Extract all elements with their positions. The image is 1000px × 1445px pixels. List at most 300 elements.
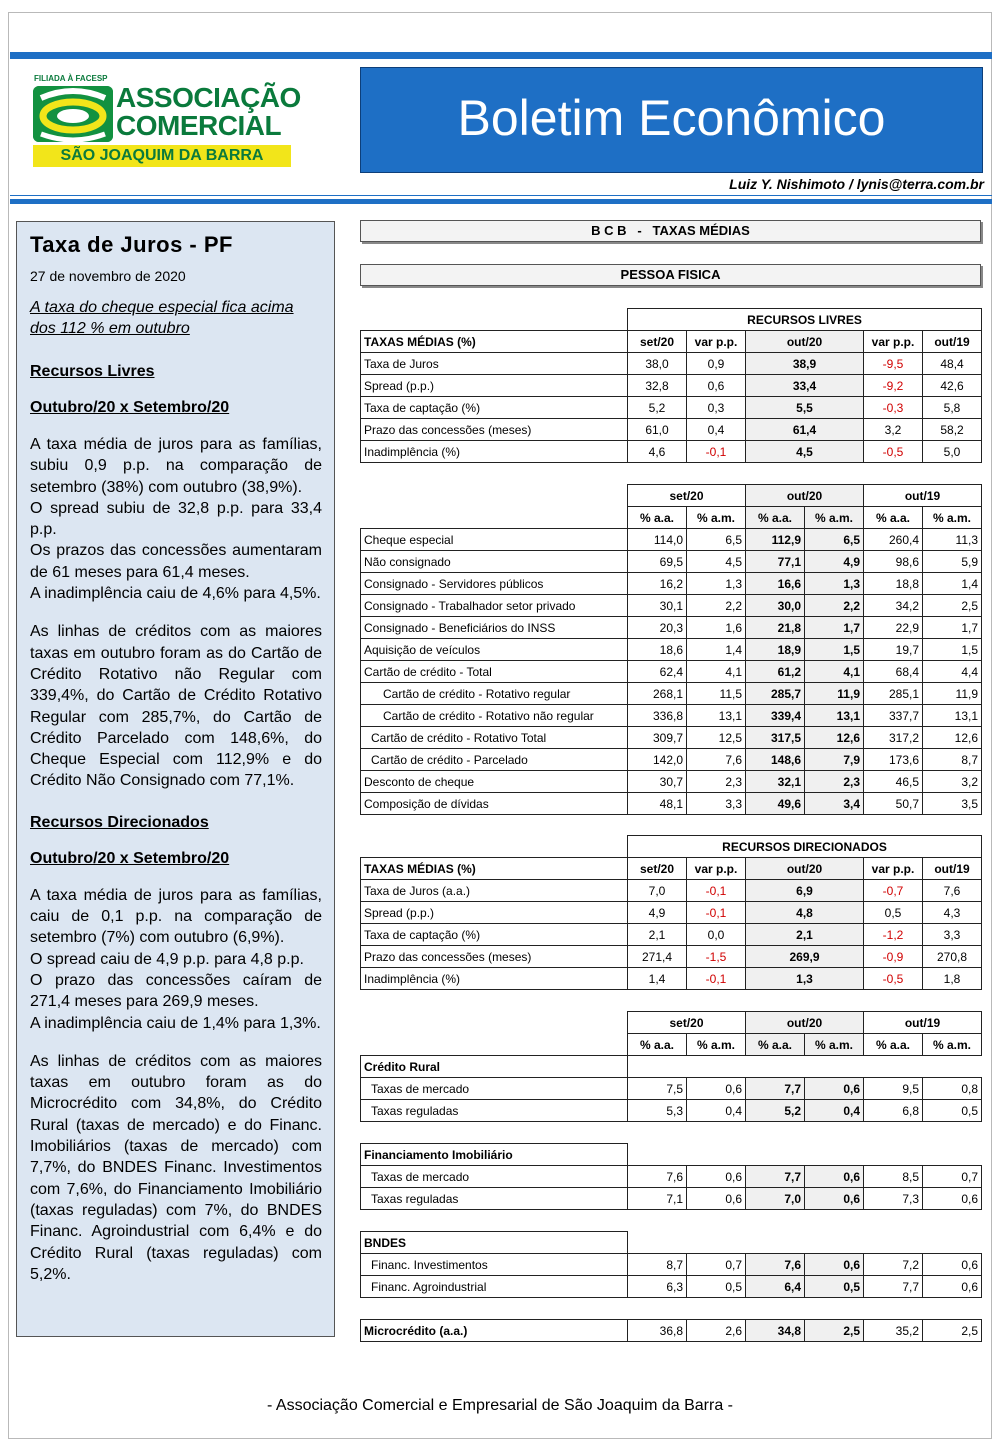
value-cell: 0,5: [687, 1276, 746, 1298]
value-cell: 69,5: [628, 551, 687, 573]
value-cell: 0,6: [687, 1188, 746, 1210]
spacer-cell: [805, 1144, 864, 1166]
value-cell: 7,0: [746, 1188, 805, 1210]
value-cell: -0,3: [864, 397, 923, 419]
value-cell: 13,1: [923, 705, 982, 727]
paragraph: A taxa média de juros para as famílias, subiu 0,9 p.p. na comparação de setembro (38%) com outubro (38,9%).: [30, 436, 322, 496]
period-heading-direcionados: Outubro/20 x Setembro/20: [30, 849, 230, 867]
value-cell: 11,9: [923, 683, 982, 705]
value-cell: 1,5: [923, 639, 982, 661]
spacer-cell: [746, 1144, 805, 1166]
value-cell: 0,6: [923, 1188, 982, 1210]
value-cell: 2,2: [687, 595, 746, 617]
value-cell: 7,7: [746, 1166, 805, 1188]
value-cell: 3,3: [687, 793, 746, 815]
value-cell: 61,0: [628, 419, 687, 441]
row-label: Financ. Agroindustrial: [361, 1276, 628, 1298]
row-label: Inadimplência (%): [361, 441, 628, 463]
column-header: TAXAS MÉDIAS (%): [361, 858, 628, 880]
value-cell: -1,2: [864, 924, 923, 946]
table-row: [361, 771, 982, 793]
table-row: [361, 1320, 982, 1342]
paragraph: A taxa média de juros para as famílias, caiu de 0,1 p.p. na comparação de setembro (7%) com outubro (6,9%).: [30, 886, 322, 947]
row-label: Taxas de mercado: [361, 1166, 628, 1188]
period-header: set/20: [628, 485, 746, 507]
value-cell: 0,6: [805, 1188, 864, 1210]
value-cell: 48,1: [628, 793, 687, 815]
value-cell: 16,2: [628, 573, 687, 595]
value-cell: 35,2: [864, 1320, 923, 1342]
value-cell: 34,2: [864, 595, 923, 617]
value-cell: 0,3: [687, 397, 746, 419]
unit-header: % a.m.: [805, 507, 864, 529]
table-row: [361, 375, 982, 397]
bulletin-title: Boletim Econômico: [360, 67, 983, 173]
value-cell: 337,7: [864, 705, 923, 727]
value-cell: 7,5: [628, 1078, 687, 1100]
value-cell: 7,6: [628, 1166, 687, 1188]
spacer-cell: [361, 1298, 982, 1320]
unit-header: % a.a.: [864, 1034, 923, 1056]
logo-tagline: FILIADA À FACESP: [34, 74, 108, 83]
value-cell: 173,6: [864, 749, 923, 771]
unit-header: % a.a.: [864, 507, 923, 529]
directed-resources-summary-table: [360, 835, 982, 990]
value-cell: 7,6: [746, 1254, 805, 1276]
value-cell: 7,1: [628, 1188, 687, 1210]
value-cell: 0,7: [923, 1166, 982, 1188]
value-cell: 0,6: [805, 1254, 864, 1276]
row-label: Consignado - Beneficiários do INSS: [361, 617, 628, 639]
header-row: [361, 858, 982, 880]
value-cell: 268,1: [628, 683, 687, 705]
value-cell: 7,9: [805, 749, 864, 771]
paragraph: O spread caiu de 4,9 p.p. para 4,8 p.p.: [30, 950, 304, 968]
value-cell: 0,5: [923, 1100, 982, 1122]
value-cell: -0,1: [687, 441, 746, 463]
value-cell: 8,5: [864, 1166, 923, 1188]
table-row: [361, 639, 982, 661]
value-cell: -0,9: [864, 946, 923, 968]
value-cell: 2,3: [805, 771, 864, 793]
value-cell: 0,9: [687, 353, 746, 375]
value-cell: 148,6: [746, 749, 805, 771]
value-cell: 7,2: [864, 1254, 923, 1276]
summary-sidebar: [16, 221, 335, 1337]
column-header: out/19: [923, 858, 982, 880]
value-cell: 30,7: [628, 771, 687, 793]
value-cell: 1,7: [923, 617, 982, 639]
section-title: Financiamento Imobiliário: [361, 1144, 628, 1166]
spacer-row: [361, 1122, 982, 1144]
value-cell: 7,6: [923, 880, 982, 902]
value-cell: 1,4: [687, 639, 746, 661]
value-cell: 7,0: [628, 880, 687, 902]
value-cell: 1,4: [628, 968, 687, 990]
period-header-row: [361, 485, 982, 507]
paragraph: As linhas de créditos com as maiores taxas em outubro foram as do Microcrédito com 34,8%, do Crédito Rural (taxas de mercado) e do Financ. Imobiliários (taxas de mercado) com 7,7%, do BNDES Financ. Investimentos com 7,6%, do Financiamento Imobiliário (taxas reguladas) com 7%, do BNDES Financ. Agroindustrial com 6,4% e do Crédito Rural (taxas reguladas) com 5,2%.: [30, 1052, 322, 1283]
column-header: set/20: [628, 858, 687, 880]
period-header: out/20: [746, 1012, 864, 1034]
value-cell: 3,2: [864, 419, 923, 441]
row-label: Taxas reguladas: [361, 1100, 628, 1122]
section-heading-direcionados: Recursos Direcionados: [30, 813, 209, 831]
value-cell: 2,5: [923, 1320, 982, 1342]
value-cell: 32,1: [746, 771, 805, 793]
spacer-cell: [805, 1232, 864, 1254]
row-label: Composição de dívidas: [361, 793, 628, 815]
value-cell: 5,0: [923, 441, 982, 463]
value-cell: 0,6: [687, 1078, 746, 1100]
table-row: [361, 1188, 982, 1210]
paragraph: Os prazos das concessões aumentaram de 61 meses para 61,4 meses.: [30, 542, 322, 581]
value-cell: 1,5: [805, 639, 864, 661]
value-cell: 5,5: [746, 397, 864, 419]
value-cell: 1,3: [687, 573, 746, 595]
row-label: Cartão de crédito - Parcelado: [361, 749, 628, 771]
value-cell: 32,8: [628, 375, 687, 397]
value-cell: 11,3: [923, 529, 982, 551]
value-cell: 6,5: [805, 529, 864, 551]
value-cell: 0,4: [687, 419, 746, 441]
value-cell: 142,0: [628, 749, 687, 771]
value-cell: 0,5: [805, 1276, 864, 1298]
spacer-cell: [746, 1232, 805, 1254]
row-label: Microcrédito (a.a.): [361, 1320, 628, 1342]
unit-header: % a.m.: [923, 1034, 982, 1056]
value-cell: 285,7: [746, 683, 805, 705]
section-title: Crédito Rural: [361, 1056, 628, 1078]
value-cell: -9,5: [864, 353, 923, 375]
value-cell: 61,2: [746, 661, 805, 683]
value-cell: -0,7: [864, 880, 923, 902]
value-cell: 0,6: [687, 375, 746, 397]
value-cell: 4,8: [746, 902, 864, 924]
value-cell: 2,5: [805, 1320, 864, 1342]
spacer-cell: [628, 1144, 687, 1166]
value-cell: 112,9: [746, 529, 805, 551]
table-row: [361, 573, 982, 595]
sidebar-title: Taxa de Juros - PF: [30, 232, 233, 257]
spacer-cell: [864, 1144, 923, 1166]
spacer-cell: [361, 1210, 982, 1232]
table-row: [361, 1276, 982, 1298]
row-label: Taxa de captação (%): [361, 924, 628, 946]
table-row: [361, 595, 982, 617]
section-title-row: [361, 1232, 982, 1254]
table-row: [361, 968, 982, 990]
column-header: TAXAS MÉDIAS (%): [361, 331, 628, 353]
row-label: Cartão de crédito - Rotativo não regular: [361, 705, 628, 727]
value-cell: 317,5: [746, 727, 805, 749]
value-cell: 6,9: [746, 880, 864, 902]
spacer-cell: [805, 1056, 864, 1078]
value-cell: 1,3: [746, 968, 864, 990]
logo-emblem-icon: [33, 86, 113, 142]
value-cell: 260,4: [864, 529, 923, 551]
logo-city: SÃO JOAQUIM DA BARRA: [33, 145, 291, 167]
table-row: [361, 880, 982, 902]
value-cell: 12,6: [923, 727, 982, 749]
spacer-cell: [687, 1144, 746, 1166]
value-cell: 77,1: [746, 551, 805, 573]
value-cell: 34,8: [746, 1320, 805, 1342]
value-cell: 0,6: [687, 1166, 746, 1188]
association-logo: [30, 74, 301, 170]
value-cell: 11,9: [805, 683, 864, 705]
column-header: var p.p.: [864, 331, 923, 353]
free-resources-lines-table: [360, 484, 982, 815]
table-row: [361, 902, 982, 924]
row-label: Taxa de Juros (a.a.): [361, 880, 628, 902]
value-cell: 9,5: [864, 1078, 923, 1100]
row-label: Prazo das concessões (meses): [361, 946, 628, 968]
footer-credit: - Associação Comercial e Empresarial de São Joaquim da Barra -: [267, 1397, 733, 1414]
value-cell: 1,8: [923, 968, 982, 990]
period-header: out/19: [864, 1012, 982, 1034]
value-cell: -0,1: [687, 880, 746, 902]
row-label: Aquisição de veículos: [361, 639, 628, 661]
value-cell: 62,4: [628, 661, 687, 683]
row-label: Cartão de crédito - Total: [361, 661, 628, 683]
value-cell: 68,4: [864, 661, 923, 683]
table-row: [361, 419, 982, 441]
column-header: out/20: [746, 858, 864, 880]
value-cell: 18,8: [864, 573, 923, 595]
row-label: Desconto de cheque: [361, 771, 628, 793]
table-row: [361, 1254, 982, 1276]
value-cell: 5,2: [628, 397, 687, 419]
column-header: set/20: [628, 331, 687, 353]
value-cell: 19,7: [864, 639, 923, 661]
value-cell: 13,1: [687, 705, 746, 727]
spacer-cell: [687, 1232, 746, 1254]
spacer-cell: [923, 1056, 982, 1078]
unit-header: % a.m.: [805, 1034, 864, 1056]
spacer-cell: [923, 1144, 982, 1166]
row-label: Cheque especial: [361, 529, 628, 551]
row-label: Taxas de mercado: [361, 1078, 628, 1100]
value-cell: 5,8: [923, 397, 982, 419]
value-cell: 7,7: [746, 1078, 805, 1100]
value-cell: 0,6: [805, 1166, 864, 1188]
value-cell: 270,8: [923, 946, 982, 968]
table-row: [361, 1166, 982, 1188]
section-title-row: [361, 1056, 982, 1078]
spacer-cell: [864, 1056, 923, 1078]
spacer-cell: [361, 1012, 628, 1034]
value-cell: -0,1: [687, 968, 746, 990]
spacer-cell: [864, 1232, 923, 1254]
value-cell: 3,2: [923, 771, 982, 793]
paragraph: O spread subiu de 32,8 p.p. para 33,4 p.p.: [30, 499, 322, 539]
table-row: [361, 617, 982, 639]
section-title-row: [361, 1144, 982, 1166]
unit-header: % a.a.: [628, 507, 687, 529]
value-cell: 0,0: [687, 924, 746, 946]
value-cell: 2,6: [687, 1320, 746, 1342]
value-cell: 114,0: [628, 529, 687, 551]
group-header: RECURSOS LIVRES: [628, 309, 982, 331]
row-label: Cartão de crédito - Rotativo Total: [361, 727, 628, 749]
value-cell: 4,3: [923, 902, 982, 924]
value-cell: 11,5: [687, 683, 746, 705]
value-cell: 16,6: [746, 573, 805, 595]
table-row: [361, 727, 982, 749]
spacer-cell: [628, 1056, 687, 1078]
value-cell: 0,4: [687, 1100, 746, 1122]
value-cell: 50,7: [864, 793, 923, 815]
group-header: RECURSOS DIRECIONADOS: [628, 836, 982, 858]
period-header-row: [361, 1012, 982, 1034]
value-cell: 1,7: [805, 617, 864, 639]
paragraph: A inadimplência caiu de 1,4% para 1,3%.: [30, 1014, 321, 1032]
author-line: Luiz Y. Nishimoto / lynis@terra.com.br: [729, 176, 984, 192]
paragraph: O prazo das concessões caíram de 271,4 meses para 269,9 meses.: [30, 971, 322, 1011]
section-title: BNDES: [361, 1232, 628, 1254]
header-row: [361, 331, 982, 353]
paragraph: As linhas de créditos com as maiores taxas em outubro foram as do Cartão de Crédito Rotativo não Regular com 339,4%, do Cartão de Crédito Rotativo Regular com 285,7%, do Cartão de Crédito Parcelado com 148,6%, do Cheque Especial com 112,9% e do Crédito Não Consignado com 77,1%.: [30, 623, 322, 790]
table-row: [361, 1100, 982, 1122]
paragraph: A inadimplência caiu de 4,6% para 4,5%.: [30, 585, 321, 603]
value-cell: 4,1: [805, 661, 864, 683]
column-header: var p.p.: [687, 858, 746, 880]
value-cell: 18,9: [746, 639, 805, 661]
column-header: var p.p.: [687, 331, 746, 353]
value-cell: 2,2: [805, 595, 864, 617]
value-cell: 6,4: [746, 1276, 805, 1298]
unit-header: % a.a.: [746, 507, 805, 529]
value-cell: 7,7: [864, 1276, 923, 1298]
value-cell: 0,6: [923, 1276, 982, 1298]
spacer-cell: [361, 507, 628, 529]
segment-header: PESSOA FISICA: [360, 264, 981, 286]
value-cell: 5,9: [923, 551, 982, 573]
logo-name-line2: COMERCIAL: [116, 110, 282, 141]
value-cell: 42,6: [923, 375, 982, 397]
value-cell: 339,4: [746, 705, 805, 727]
value-cell: 2,3: [687, 771, 746, 793]
row-label: Taxas reguladas: [361, 1188, 628, 1210]
unit-header: % a.m.: [687, 1034, 746, 1056]
value-cell: 18,6: [628, 639, 687, 661]
value-cell: 3,3: [923, 924, 982, 946]
unit-header: % a.a.: [746, 1034, 805, 1056]
column-header: var p.p.: [864, 858, 923, 880]
value-cell: 3,5: [923, 793, 982, 815]
value-cell: 98,6: [864, 551, 923, 573]
value-cell: 285,1: [864, 683, 923, 705]
spacer-row: [361, 1298, 982, 1320]
value-cell: 21,8: [746, 617, 805, 639]
table-row: [361, 661, 982, 683]
row-label: Prazo das concessões (meses): [361, 419, 628, 441]
value-cell: 8,7: [923, 749, 982, 771]
row-label: Inadimplência (%): [361, 968, 628, 990]
table-row: [361, 529, 982, 551]
value-cell: 3,4: [805, 793, 864, 815]
table-row: [361, 353, 982, 375]
source-header: B C B - TAXAS MÉDIAS: [360, 220, 981, 242]
top-accent-bar: [10, 52, 992, 59]
value-cell: 4,9: [628, 902, 687, 924]
value-cell: 30,0: [746, 595, 805, 617]
period-header: out/19: [864, 485, 982, 507]
value-cell: 1,3: [805, 573, 864, 595]
value-cell: 38,9: [746, 353, 864, 375]
value-cell: 4,5: [687, 551, 746, 573]
table-row: [361, 749, 982, 771]
value-cell: 48,4: [923, 353, 982, 375]
period-heading-livres: Outubro/20 x Setembro/20: [30, 399, 230, 416]
row-label: Não consignado: [361, 551, 628, 573]
table-row: [361, 1078, 982, 1100]
publication-date: 27 de novembro de 2020: [30, 268, 186, 284]
value-cell: 46,5: [864, 771, 923, 793]
spacer-cell: [628, 1232, 687, 1254]
value-cell: 317,2: [864, 727, 923, 749]
section-heading-livres: Recursos Livres: [30, 363, 155, 380]
spacer-cell: [361, 1122, 982, 1144]
unit-header: % a.a.: [628, 1034, 687, 1056]
value-cell: 0,5: [864, 902, 923, 924]
free-resources-summary-table: [360, 308, 982, 463]
row-label: Cartão de crédito - Rotativo regular: [361, 683, 628, 705]
value-cell: 2,1: [628, 924, 687, 946]
divider-line: [10, 195, 992, 196]
value-cell: 0,8: [923, 1078, 982, 1100]
value-cell: -1,5: [687, 946, 746, 968]
value-cell: 58,2: [923, 419, 982, 441]
value-cell: 2,5: [923, 595, 982, 617]
table-row: [361, 551, 982, 573]
value-cell: 33,4: [746, 375, 864, 397]
value-cell: 20,3: [628, 617, 687, 639]
table-row: [361, 705, 982, 727]
value-cell: -9,2: [864, 375, 923, 397]
spacer-cell: [687, 1056, 746, 1078]
value-cell: 0,6: [805, 1078, 864, 1100]
value-cell: 7,3: [864, 1188, 923, 1210]
value-cell: 13,1: [805, 705, 864, 727]
value-cell: 0,4: [805, 1100, 864, 1122]
directed-resources-lines-table: [360, 1011, 982, 1342]
value-cell: 12,5: [687, 727, 746, 749]
value-cell: 1,6: [687, 617, 746, 639]
row-label: Spread (p.p.): [361, 375, 628, 397]
lead-headline: A taxa do cheque especial fica acima dos 112 % em outubro: [30, 299, 294, 337]
period-header: out/20: [746, 485, 864, 507]
value-cell: 4,5: [746, 441, 864, 463]
value-cell: 1,4: [923, 573, 982, 595]
value-cell: 30,1: [628, 595, 687, 617]
table-row: [361, 793, 982, 815]
value-cell: 36,8: [628, 1320, 687, 1342]
unit-header-row: [361, 507, 982, 529]
table-row: [361, 683, 982, 705]
value-cell: 4,4: [923, 661, 982, 683]
value-cell: -0,5: [864, 968, 923, 990]
value-cell: 4,9: [805, 551, 864, 573]
row-label: Spread (p.p.): [361, 902, 628, 924]
value-cell: 49,6: [746, 793, 805, 815]
column-header: out/19: [923, 331, 982, 353]
row-label: Taxa de Juros: [361, 353, 628, 375]
value-cell: 271,4: [628, 946, 687, 968]
unit-header: % a.m.: [687, 507, 746, 529]
table-row: [361, 946, 982, 968]
value-cell: -0,1: [687, 902, 746, 924]
